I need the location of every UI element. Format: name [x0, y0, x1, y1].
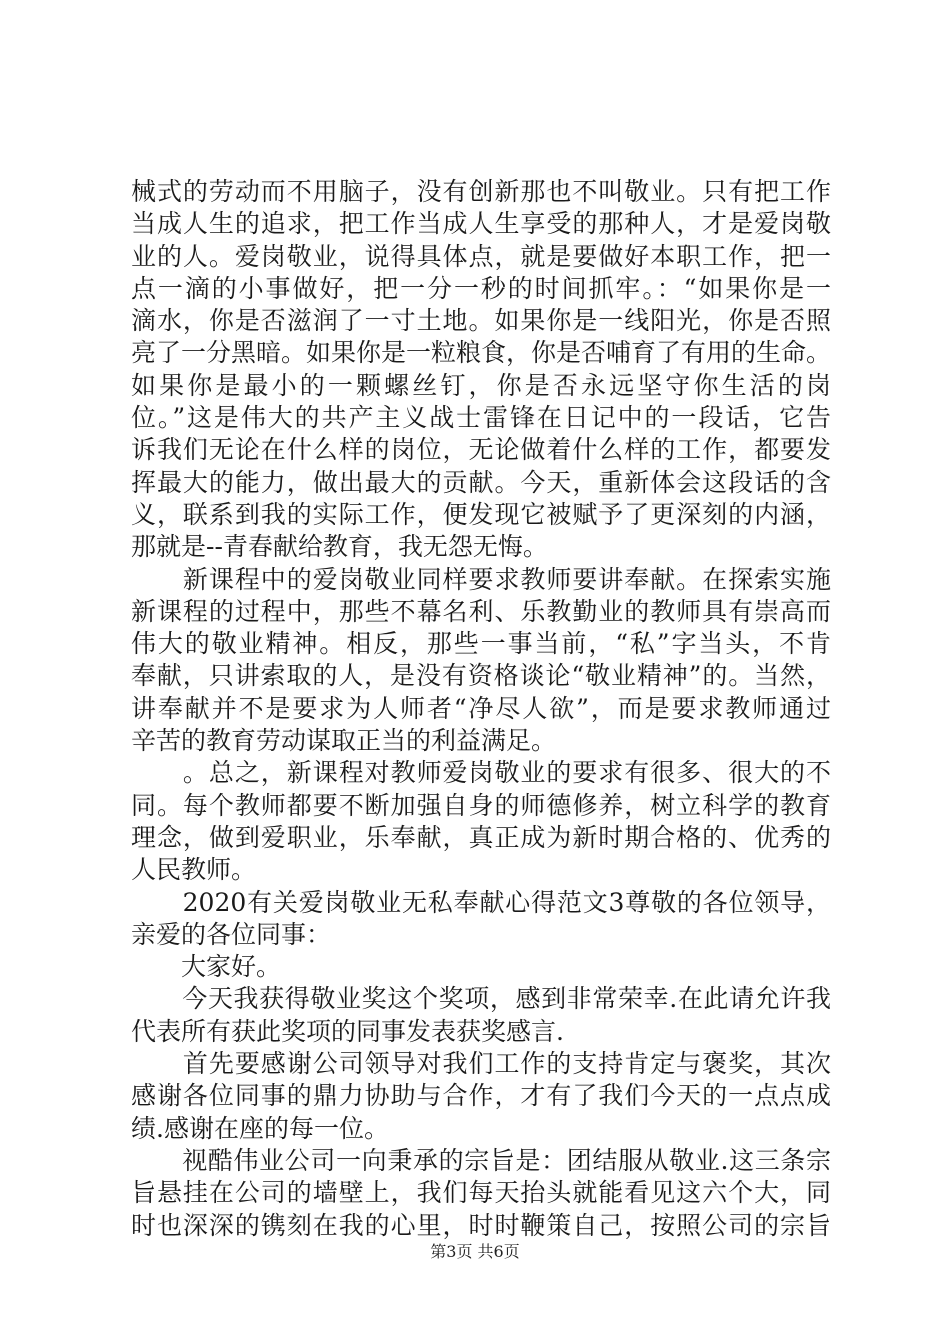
- text-line: 代表所有获此奖项的同事发表获奖感言.: [131, 1016, 564, 1046]
- text-line: 义，联系到我的实际工作，便发现它被赋予了更深刻的内涵，: [131, 499, 831, 529]
- text-line: 亲爱的各位同事：: [131, 919, 332, 949]
- text-line: 位。”这是伟大的共产主义战士雷锋在日记中的一段话，它告: [131, 403, 831, 433]
- text-line: 挥最大的能力，做出最大的贡献。今天，重新体会这段话的含: [131, 467, 831, 497]
- text-line: 今天我获得敬业奖这个奖项，感到非常荣幸.在此请允许我: [131, 984, 831, 1014]
- text-line: 绩.感谢在座的每一位。: [131, 1113, 389, 1143]
- text-line: 大家好。: [131, 952, 282, 982]
- text-line: 旨悬挂在公司的墙壁上，我们每天抬头就能看见这六个大，同: [131, 1178, 831, 1208]
- text-line: 感谢各位同事的鼎力协助与合作，才有了我们今天的一点点成: [131, 1081, 831, 1111]
- text-line: 辛苦的教育劳动谋取正当的利益满足。: [131, 726, 557, 756]
- text-line: 首先要感谢公司领导对我们工作的支持肯定与褒奖，其次: [131, 1049, 831, 1079]
- text-line: 械式的劳动而不用脑子，没有创新那也不叫敬业。只有把工作: [131, 177, 831, 206]
- text-line: 视酷伟业公司一向秉承的宗旨是：团结服从敬业.这三条宗: [131, 1145, 831, 1175]
- text-line: 滴水，你是否滋润了一寸土地。如果你是一线阳光，你是否照: [131, 306, 831, 336]
- text-line: 人民教师。: [131, 855, 257, 885]
- text-line: 如果你是最小的一颗螺丝钉，你是否永远坚守你生活的岗: [131, 370, 831, 400]
- text-line: 同。每个教师都要不断加强自身的师德修养，树立科学的教育: [131, 790, 831, 820]
- text-line: 伟大的敬业精神。相反，那些一事当前，“私”字当头，不肯: [131, 629, 831, 659]
- text-line: 新课程的过程中，那些不幕名利、乐教勤业的教师具有崇高而: [131, 596, 831, 626]
- text-line: 亮了一分黑暗。如果你是一粒粮食，你是否哺育了有用的生命。: [131, 338, 832, 368]
- text-line: 奉献，只讲索取的人，是没有资格谈论“敬业精神”的。当然，: [131, 661, 831, 691]
- text-line: 点一滴的小事做好，把一分一秒的时间抓牢。：“如果你是一: [131, 273, 831, 303]
- text-line: 2020有关爱岗敬业无私奉献心得范文3尊敬的各位领导，: [131, 887, 831, 917]
- body-text: [131, 176, 831, 1242]
- text-line: 那就是--青春献给教育，我无怨无悔。: [131, 532, 548, 562]
- text-line: 时也深深的镌刻在我的心里，时时鞭策自己，按照公司的宗旨: [131, 1210, 831, 1240]
- text-line: 业的人。爱岗敬业，说得具体点，就是要做好本职工作，把一: [131, 241, 831, 271]
- text-line: 新课程中的爱岗敬业同样要求教师要讲奉献。在探索实施: [131, 564, 831, 594]
- text-line: 当成人生的追求，把工作当成人生享受的那种人，才是爱岗敬: [131, 209, 831, 239]
- page-footer: 第3页 共6页: [430, 1242, 520, 1261]
- text-line: 。总之，新课程对教师爱岗敬业的要求有很多、很大的不: [131, 758, 831, 788]
- text-line: 诉我们无论在什么样的岗位，无论做着什么样的工作，都要发: [131, 435, 831, 465]
- text-line: 理念，做到爱职业，乐奉献，真正成为新时期合格的、优秀的: [131, 822, 831, 852]
- text-line: 讲奉献并不是要求为人师者“净尽人欲”，而是要求教师通过: [131, 693, 831, 723]
